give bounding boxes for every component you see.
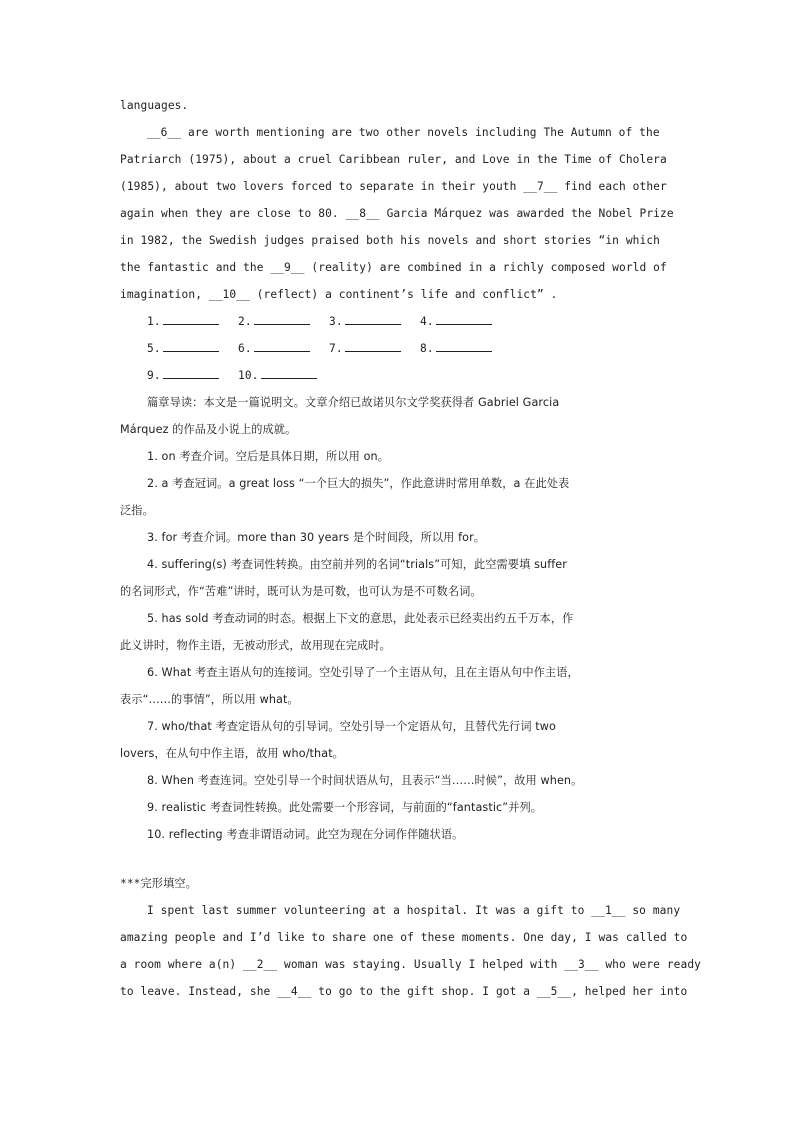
answer-blank[interactable]: [420, 335, 511, 362]
reading-guide: [120, 389, 676, 443]
answer-blank[interactable]: [329, 335, 420, 362]
blank-number: 1.: [147, 315, 161, 328]
passage-line: in 1982, the Swedish judges praised both his novels and short stories “in which: [120, 234, 660, 247]
answer-blanks: [120, 308, 676, 389]
cloze-line: to leave. Instead, she __4__ to go to the gift shop. I got a __5__, helped her into: [120, 985, 688, 998]
blank-underline: [261, 366, 317, 379]
answer-blank[interactable]: [147, 308, 238, 335]
section-heading: ***完形填空。: [120, 877, 197, 890]
blank-underline: [345, 339, 401, 352]
passage-line: again when they are close to 80. __8__ Garcia Márquez was awarded the Nobel Prize: [120, 207, 674, 220]
passage-line: __6__ are worth mentioning are two other novels including The Autumn of the: [147, 126, 660, 139]
answer-blank[interactable]: [147, 362, 238, 389]
blank-underline: [163, 366, 219, 379]
blank-underline: [254, 312, 310, 325]
passage-line: imagination, __10__ (reflect) a continent’s life and conflict” .: [120, 288, 558, 301]
explanation-line: 表示“……的事情”，所以用 what。: [120, 693, 299, 706]
explanation-line: 此义讲时，物作主语，无被动形式，故用现在完成时。: [120, 639, 391, 652]
passage-text: [120, 92, 676, 308]
guide-line: 篇章导读：本文是一篇说明文。文章介绍已故诺贝尔文学奖获得者 Gabriel Garcia: [147, 396, 560, 409]
answer-blank[interactable]: [238, 308, 329, 335]
cloze-line: a room where a(n) __2__ woman was staying. Usually I helped with __3__ who were ready: [120, 958, 702, 971]
answer-blank[interactable]: [147, 335, 238, 362]
explanation-line: 的名词形式，作“苦难”讲时，既可认为是可数，也可认为是不可数名词。: [120, 585, 482, 598]
blank-underline: [436, 339, 492, 352]
blank-number: 7.: [329, 342, 343, 355]
explanation-line: 2. a 考查冠词。a great loss “一个巨大的损失”，作此意讲时常用单数，a 在此处表: [147, 477, 570, 490]
blank-number: 6.: [238, 342, 252, 355]
explanation-line: 6. What 考查主语从句的连接词。空处引导了一个主语从句，且在主语从句中作主语，: [147, 666, 579, 679]
answer-row: [120, 308, 676, 335]
answer-row: [120, 362, 676, 389]
blank-number: 10.: [238, 369, 259, 382]
answer-blank[interactable]: [420, 308, 511, 335]
explanation-line: 10. reflecting 考查非谓语动词。此空为现在分词作伴随状语。: [147, 828, 464, 841]
blank-underline: [163, 312, 219, 325]
guide-line: Márquez 的作品及小说上的成就。: [120, 423, 297, 436]
answer-explanations: [120, 443, 676, 848]
blank-number: 5.: [147, 342, 161, 355]
explanation-line: 5. has sold 考查动词的时态。根据上下文的意思，此处表示已经卖出约五千万本，作: [147, 612, 574, 625]
explanation-line: 3. for 考查介词。more than 30 years 是个时间段，所以用 for。: [147, 531, 486, 544]
passage-line: Patriarch (1975), about a cruel Caribbean ruler, and Love in the Time of Cholera: [120, 153, 667, 166]
explanation-line: 9. realistic 考查词性转换。此处需要一个形容词，与前面的“fantastic”并列。: [147, 801, 543, 814]
explanation-line: 7. who/that 考查定语从句的引导词。空处引导一个定语从句，且替代先行词 two: [147, 720, 556, 733]
answer-blank[interactable]: [238, 362, 329, 389]
passage-line: languages.: [120, 99, 189, 112]
cloze-line: I spent last summer volunteering at a hospital. It was a gift to __1__ so many: [147, 904, 681, 917]
answer-blank[interactable]: [238, 335, 329, 362]
blank-underline: [345, 312, 401, 325]
blank-number: 4.: [420, 315, 434, 328]
explanation-line: lovers，在从句中作主语，故用 who/that。: [120, 747, 344, 760]
passage-line: (1985), about two lovers forced to separate in their youth __7__ find each other: [120, 180, 667, 193]
explanation-line: 1. on 考查介词。空后是具体日期，所以用 on。: [147, 450, 390, 463]
explanation-line: 泛指。: [120, 504, 154, 517]
cloze-passage: [120, 897, 702, 1005]
answer-blank[interactable]: [329, 308, 420, 335]
explanation-line: 8. When 考查连词。空处引导一个时间状语从句，且表示“当……时候”，故用 when。: [147, 774, 583, 787]
document-page: [120, 92, 702, 1005]
blank-number: 8.: [420, 342, 434, 355]
cloze-line: amazing people and I’d like to share one of these moments. One day, I was called to: [120, 931, 688, 944]
blank-number: 2.: [238, 315, 252, 328]
answer-row: [120, 335, 676, 362]
explanation-line: 4. suffering(s) 考查词性转换。由空前并列的名词“trials”可知，此空需要填 suffer: [147, 558, 567, 571]
blank-number: 9.: [147, 369, 161, 382]
blank-number: 3.: [329, 315, 343, 328]
blank-underline: [436, 312, 492, 325]
blank-underline: [163, 339, 219, 352]
passage-line: the fantastic and the __9__ (reality) are combined in a richly composed world of: [120, 261, 667, 274]
blank-underline: [254, 339, 310, 352]
